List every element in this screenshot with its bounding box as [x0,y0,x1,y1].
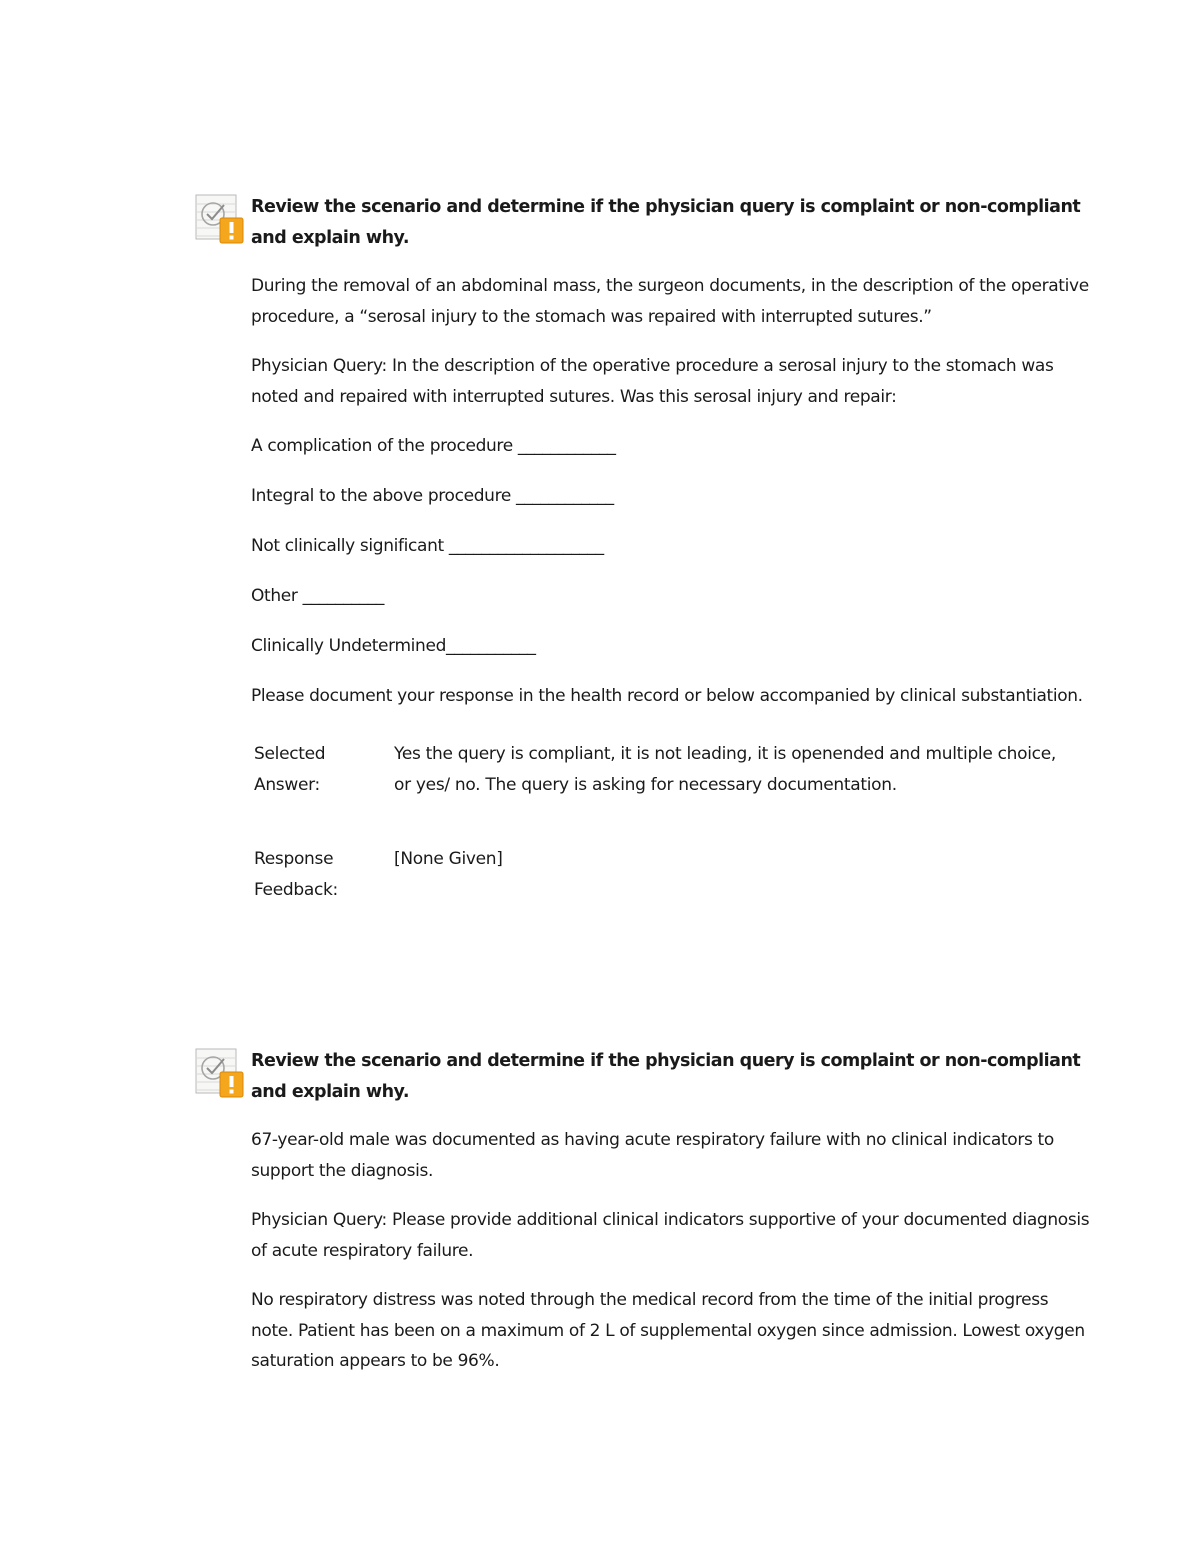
question-title: Review the scenario and determine if the physician query is complaint or non-compliant and explain why. [251,197,1081,248]
needs-grading-icon [194,192,244,244]
option-undetermined: Clinically Undetermined___________ [251,636,536,656]
physician-query-text: Physician Query: Please provide additional clinical indicators supportive of your documented diagnosis of acute respiratory failure. [251,1210,1090,1261]
selected-answer-value: Yes the query is compliant, it is not leading, it is openended and multiple choice, or yes/ no. The query is asking for necessary documentation. [394,743,1056,795]
option-other: Other __________ [251,586,385,606]
response-feedback-label: Response Feedback: [254,848,338,900]
physician-query-text: Physician Query: In the description of the operative procedure a serosal injury to the stomach was noted and repaired with interrupted sutures. Was this serosal injury and repair: [251,356,1054,407]
instruction-text: Please document your response in the health record or below accompanied by clinical substantiation. [251,686,1083,706]
clinical-details-text: No respiratory distress was noted through the medical record from the time of the initial progress note. Patient has been on a maximum of 2 L of supplemental oxygen since admission. Lowest oxygen saturation appears to be 96%. [251,1290,1085,1371]
selected-answer-row [254,739,1094,844]
question-body [251,192,1094,906]
question-body [251,1046,1094,1377]
option-complication: A complication of the procedure ____________ [251,436,616,456]
answer-table [254,739,1094,906]
question-title: Review the scenario and determine if the physician query is complaint or non-compliant and explain why. [251,1051,1081,1102]
response-feedback-value: [None Given] [394,848,503,869]
scenario-text: 67-year-old male was documented as having acute respiratory failure with no clinical indicators to support the diagnosis. [251,1130,1054,1181]
option-integral: Integral to the above procedure ____________ [251,486,614,506]
question-2 [194,1046,1094,1396]
scenario-text: During the removal of an abdominal mass, the surgeon documents, in the description of the operative procedure, a “serosal injury to the stomach was repaired with interrupted sutures.” [251,276,1089,327]
needs-grading-icon [194,1046,244,1098]
question-1 [194,192,1094,906]
option-not-significant: Not clinically significant ___________________ [251,536,604,556]
response-feedback-row [254,844,1094,906]
selected-answer-label: Selected Answer: [254,743,326,795]
